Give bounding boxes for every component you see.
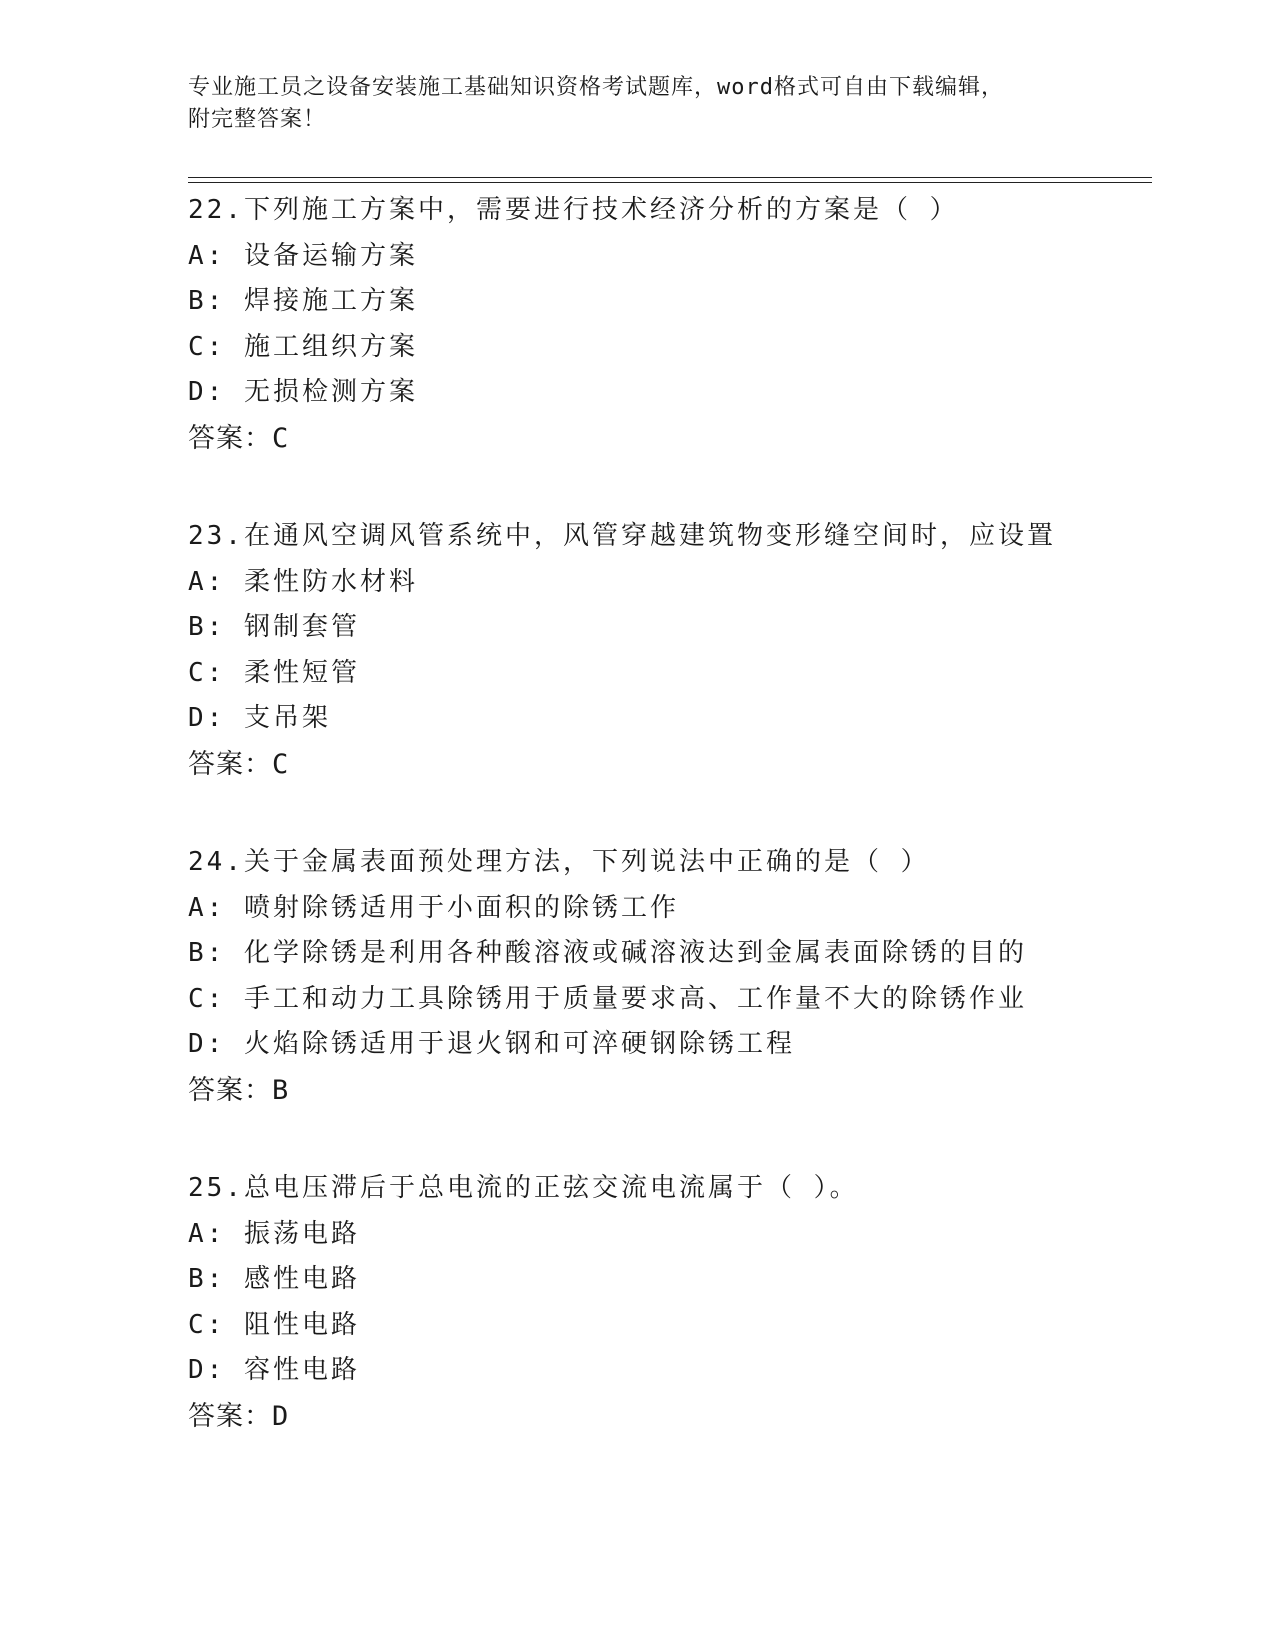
option-b: B: 化学除锈是利用各种酸溶液或碱溶液达到金属表面除锈的目的: [188, 938, 1027, 968]
option-d: D: 无损检测方案: [188, 377, 418, 407]
option-a: A: 振荡电路: [188, 1218, 360, 1249]
question-24: [188, 840, 1152, 1113]
option-d: D: 容性电路: [188, 1355, 360, 1385]
header-line-2: 附完整答案！: [188, 107, 327, 132]
option-b: B: 感性电路: [188, 1264, 360, 1294]
header-divider-bottom: [188, 182, 1152, 183]
answer-line: 答案：D: [188, 1400, 290, 1432]
option-c: C: 施工组织方案: [188, 331, 418, 362]
answer-line: 答案：C: [188, 748, 290, 780]
answer-line: 答案：C: [188, 422, 290, 454]
question-stem: 22.下列施工方案中，需要进行技术经济分析的方案是（ ）: [188, 195, 959, 225]
question-list: [188, 188, 1152, 1492]
question-stem: 23.在通风空调风管系统中，风管穿越建筑物变形缝空间时，应设置: [188, 521, 1056, 551]
option-a: A: 柔性防水材料: [188, 566, 418, 597]
option-a: A: 设备运输方案: [188, 240, 418, 271]
option-c: C: 柔性短管: [188, 657, 360, 688]
answer-line: 答案：B: [188, 1074, 290, 1106]
option-d: D: 火焰除锈适用于退火钢和可淬硬钢除锈工程: [188, 1029, 795, 1059]
question-stem: 24.关于金属表面预处理方法，下列说法中正确的是（ ）: [188, 847, 930, 877]
option-c: C: 阻性电路: [188, 1309, 360, 1340]
header-line-1: 专业施工员之设备安装施工基础知识资格考试题库，word格式可自由下载编辑，: [188, 75, 1004, 100]
question-22: [188, 188, 1152, 461]
header-divider-top: [188, 177, 1152, 178]
option-b: B: 焊接施工方案: [188, 286, 418, 316]
question-23: [188, 514, 1152, 787]
question-stem: 25.总电压滞后于总电流的正弦交流电流属于（ ）。: [188, 1173, 859, 1203]
option-b: B: 钢制套管: [188, 612, 360, 642]
question-25: [188, 1166, 1152, 1439]
option-d: D: 支吊架: [188, 703, 331, 733]
option-c: C: 手工和动力工具除锈用于质量要求高、工作量不大的除锈作业: [188, 983, 1027, 1014]
option-a: A: 喷射除锈适用于小面积的除锈工作: [188, 892, 679, 923]
document-header: [188, 72, 1088, 136]
